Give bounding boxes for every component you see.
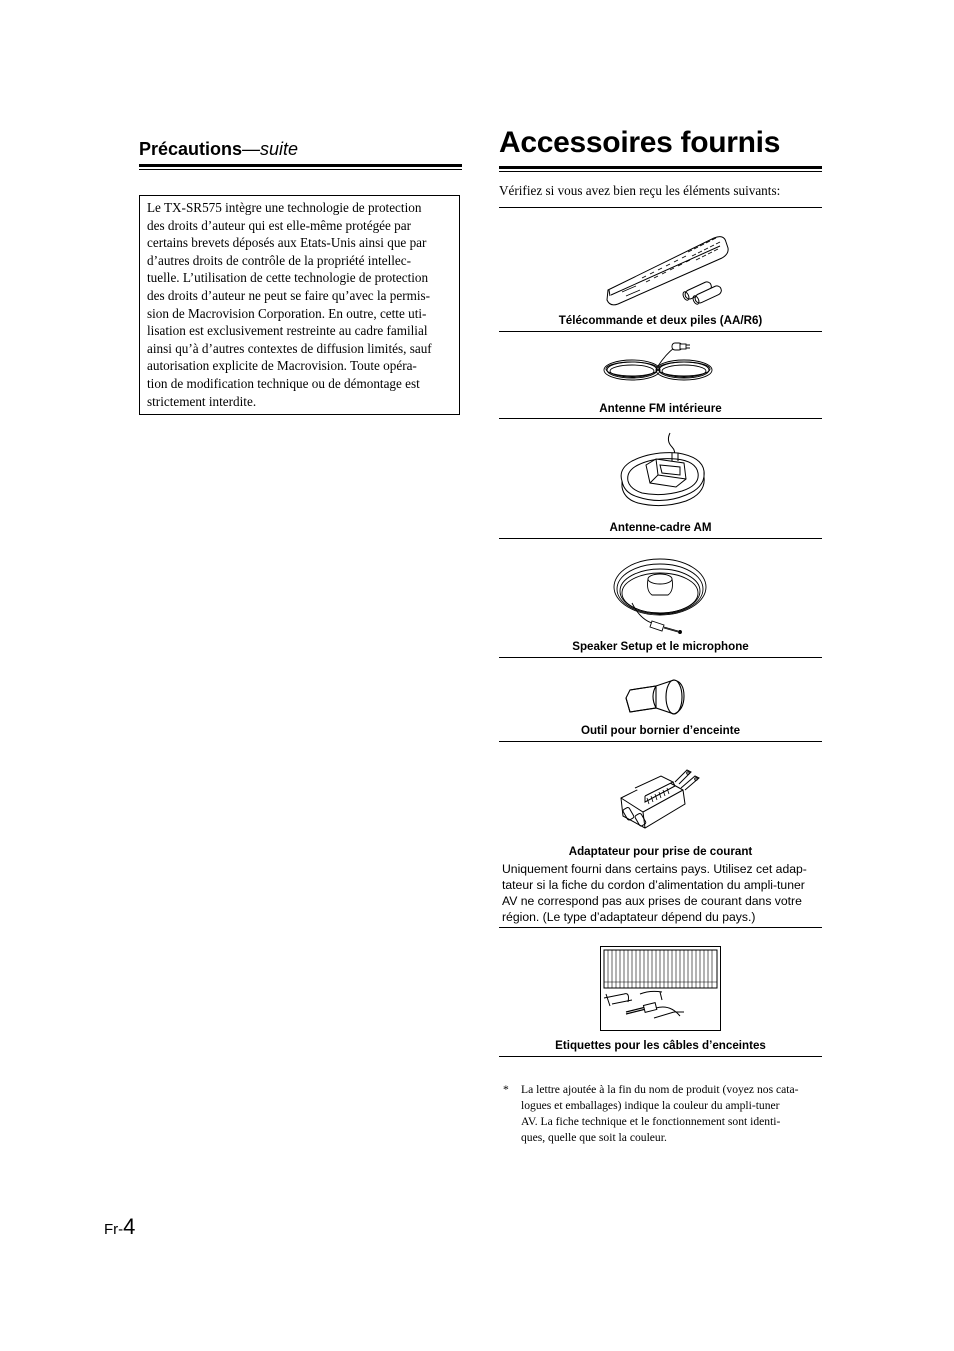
description-line: Uniquement fourni dans certains pays. Utilisez cet adap- <box>502 862 807 876</box>
accessory-label: Antenne FM intérieure <box>599 402 722 415</box>
page-number <box>104 1214 135 1240</box>
notice-line: certains brevets déposés aux Etats-Unis ainsi que par <box>147 235 427 251</box>
am-loop-antenna-icon <box>612 431 712 509</box>
footnote-line: La lettre ajoutée à la fin du nom de produit (voyez nos cata- <box>521 1083 799 1096</box>
page-number-value: 4 <box>123 1214 136 1239</box>
section-heading-precautions <box>139 139 462 160</box>
notice-line: autorisation explicite de Macrovision. Toute opéra- <box>147 358 417 374</box>
accessory-item-fm-antenna <box>499 332 822 419</box>
notice-line: Le TX-SR575 intègre une technologie de protection <box>147 200 422 215</box>
fm-antenna-icon <box>602 340 722 388</box>
accessory-item-am-antenna <box>499 419 822 539</box>
page-number-prefix: Fr- <box>104 1221 124 1238</box>
notice-line: sion de Macrovision Corporation. En outre, cette uti- <box>147 305 427 321</box>
intro-text: Vérifiez si vous avez bien reçu les éléments suivants: <box>499 183 781 198</box>
page-title: Accessoires fournis <box>499 126 781 159</box>
footnote-text <box>521 1082 823 1146</box>
accessory-label: Etiquettes pour les câbles d’enceintes <box>555 1039 766 1052</box>
heading-rule <box>139 164 462 170</box>
terminal-tool-icon <box>622 676 686 718</box>
heading-text: Précautions <box>139 139 243 159</box>
accessory-label: Outil pour bornier d’enceinte <box>580 724 741 737</box>
accessory-item-remote <box>499 208 822 332</box>
notice-line: des droits d’auteur qui est elle-même protégée par <box>147 217 412 233</box>
accessory-label: Télécommande et deux piles (AA/R6) <box>558 314 763 327</box>
accessory-description <box>502 861 820 925</box>
title-rule <box>499 166 822 172</box>
plug-adapter-icon <box>615 764 701 836</box>
accessory-item-terminal-tool <box>499 658 822 742</box>
accessory-label: Adaptateur pour prise de courant <box>568 845 753 858</box>
macrovision-notice-box <box>139 195 460 415</box>
heading-suffix: —suite <box>242 139 299 159</box>
notice-line: tuelle. L’utilisation de cette technologie de protection <box>147 270 429 286</box>
remote-control-batteries-icon <box>602 230 732 306</box>
accessory-item-cable-labels <box>499 928 822 1057</box>
notice-line: d’autres droits de contrôle de la propriété intellec- <box>147 252 412 268</box>
accessory-item-microphone <box>499 539 822 658</box>
description-line: AV ne correspond pas aux prises de courant dans votre <box>502 894 802 908</box>
notice-line: des droits d’auteur ne peut se faire qu’avec la permis- <box>147 287 431 303</box>
footnote-line: ques, quelle que soit la couleur. <box>521 1131 667 1144</box>
accessory-item-plug-adapter <box>499 742 822 928</box>
accessory-label: Speaker Setup et le microphone <box>572 640 749 653</box>
accessory-label: Antenne-cadre AM <box>609 521 712 534</box>
cable-labels-icon <box>600 946 721 1031</box>
footnote-line: logues et emballages) indique la couleur du ampli-tuner <box>521 1099 780 1112</box>
notice-line: ainsi qu’à d’autres contextes de diffusion limités, sauf <box>147 340 432 356</box>
description-line: tateur si la fiche du cordon d’alimentation du ampli-tuner <box>502 878 805 892</box>
description-line: région. (Le type d’adaptateur dépend du pays.) <box>502 910 756 924</box>
footnote-line: AV. La fiche technique et le fonctionnement sont identi- <box>521 1115 781 1128</box>
notice-line: strictement interdite. <box>147 393 257 409</box>
footnote-marker: * <box>503 1083 509 1096</box>
notice-line: tion de modification technique ou de démontage est <box>147 375 420 391</box>
microphone-icon <box>612 557 710 635</box>
notice-line: lisation est exclusivement restreinte au cadre familial <box>147 323 428 339</box>
